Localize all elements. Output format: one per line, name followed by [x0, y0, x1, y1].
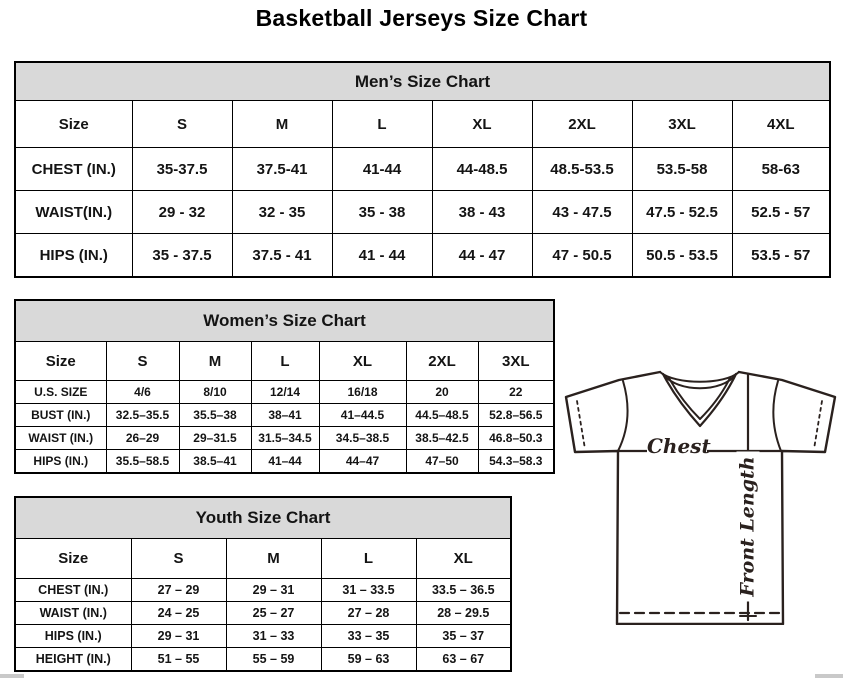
value-cell: 51 – 55 [131, 648, 226, 672]
value-cell: 41–44 [251, 450, 319, 474]
column-header-cell: M [179, 342, 251, 381]
value-cell: 33 – 35 [321, 625, 416, 648]
value-cell: 37.5-41 [232, 148, 332, 191]
column-header-cell: 2XL [406, 342, 478, 381]
table-row [15, 191, 830, 234]
value-cell: 29 - 32 [132, 191, 232, 234]
value-cell: 46.8–50.3 [478, 427, 554, 450]
value-cell: 35.5–58.5 [106, 450, 179, 474]
value-cell: 38–41 [251, 404, 319, 427]
table-row [15, 381, 554, 404]
value-cell: 47 - 50.5 [532, 234, 632, 278]
value-cell: 58-63 [732, 148, 830, 191]
row-label-cell: HIPS (IN.) [15, 450, 106, 474]
value-cell: 33.5 – 36.5 [416, 579, 511, 602]
value-cell: 31.5–34.5 [251, 427, 319, 450]
value-cell: 25 – 27 [226, 602, 321, 625]
value-cell: 4/6 [106, 381, 179, 404]
value-cell: 52.5 - 57 [732, 191, 830, 234]
value-cell: 12/14 [251, 381, 319, 404]
value-cell: 27 – 28 [321, 602, 416, 625]
row-label-cell: CHEST (IN.) [15, 148, 132, 191]
value-cell: 31 – 33 [226, 625, 321, 648]
column-header-cell: XL [416, 539, 511, 579]
value-cell: 26–29 [106, 427, 179, 450]
value-cell: 44-48.5 [432, 148, 532, 191]
column-header-cell: S [106, 342, 179, 381]
youth-size-table [14, 496, 512, 672]
jersey-diagram-icon [563, 363, 839, 625]
value-cell: 29–31.5 [179, 427, 251, 450]
value-cell: 53.5-58 [632, 148, 732, 191]
value-cell: 55 – 59 [226, 648, 321, 672]
value-cell: 41 - 44 [332, 234, 432, 278]
row-label-cell: BUST (IN.) [15, 404, 106, 427]
column-header-cell: L [321, 539, 416, 579]
table-row [15, 450, 554, 474]
value-cell: 35 - 37.5 [132, 234, 232, 278]
row-label-cell: HIPS (IN.) [15, 625, 131, 648]
value-cell: 28 – 29.5 [416, 602, 511, 625]
value-cell: 35 - 38 [332, 191, 432, 234]
value-cell: 43 - 47.5 [532, 191, 632, 234]
column-header-cell: M [232, 101, 332, 148]
youth-chart-title: Youth Size Chart [15, 497, 511, 539]
womens-chart-title: Women’s Size Chart [15, 300, 554, 342]
value-cell: 31 – 33.5 [321, 579, 416, 602]
value-cell: 52.8–56.5 [478, 404, 554, 427]
value-cell: 47–50 [406, 450, 478, 474]
column-header-row [15, 342, 554, 381]
value-cell: 63 – 67 [416, 648, 511, 672]
value-cell: 29 – 31 [226, 579, 321, 602]
front-length-measurement-label: Front Length [737, 452, 760, 602]
value-cell: 16/18 [319, 381, 406, 404]
mens-chart-title: Men’s Size Chart [15, 62, 830, 101]
column-header-cell: Size [15, 101, 132, 148]
value-cell: 59 – 63 [321, 648, 416, 672]
row-label-cell: WAIST (IN.) [15, 427, 106, 450]
value-cell: 22 [478, 381, 554, 404]
chest-measurement-label: Chest [647, 434, 711, 458]
value-cell: 41–44.5 [319, 404, 406, 427]
womens-size-table [14, 299, 555, 474]
value-cell: 35 – 37 [416, 625, 511, 648]
value-cell: 38 - 43 [432, 191, 532, 234]
value-cell: 35-37.5 [132, 148, 232, 191]
value-cell: 50.5 - 53.5 [632, 234, 732, 278]
value-cell: 35.5–38 [179, 404, 251, 427]
column-header-cell: M [226, 539, 321, 579]
column-header-cell: Size [15, 539, 131, 579]
value-cell: 41-44 [332, 148, 432, 191]
column-header-cell: 4XL [732, 101, 830, 148]
mens-size-table [14, 61, 831, 278]
value-cell: 44–47 [319, 450, 406, 474]
value-cell: 47.5 - 52.5 [632, 191, 732, 234]
value-cell: 29 – 31 [131, 625, 226, 648]
value-cell: 53.5 - 57 [732, 234, 830, 278]
value-cell: 20 [406, 381, 478, 404]
column-header-cell: XL [432, 101, 532, 148]
value-cell: 38.5–41 [179, 450, 251, 474]
value-cell: 38.5–42.5 [406, 427, 478, 450]
horizontal-scrollbar-fragment-left[interactable] [0, 674, 24, 678]
value-cell: 32 - 35 [232, 191, 332, 234]
table-row [15, 625, 511, 648]
column-header-cell: XL [319, 342, 406, 381]
table-row [15, 579, 511, 602]
value-cell: 24 – 25 [131, 602, 226, 625]
horizontal-scrollbar-fragment-right[interactable] [815, 674, 843, 678]
value-cell: 27 – 29 [131, 579, 226, 602]
value-cell: 37.5 - 41 [232, 234, 332, 278]
value-cell: 44 - 47 [432, 234, 532, 278]
table-row [15, 234, 830, 278]
row-label-cell: U.S. SIZE [15, 381, 106, 404]
row-label-cell: HEIGHT (IN.) [15, 648, 131, 672]
column-header-cell: L [251, 342, 319, 381]
column-header-cell: 3XL [632, 101, 732, 148]
table-row [15, 427, 554, 450]
table-row [15, 648, 511, 672]
value-cell: 8/10 [179, 381, 251, 404]
table-row [15, 148, 830, 191]
table-row [15, 404, 554, 427]
column-header-cell: S [131, 539, 226, 579]
value-cell: 32.5–35.5 [106, 404, 179, 427]
column-header-cell: 2XL [532, 101, 632, 148]
column-header-cell: Size [15, 342, 106, 381]
column-header-cell: 3XL [478, 342, 554, 381]
page-title: Basketball Jerseys Size Chart [255, 5, 588, 31]
row-label-cell: HIPS (IN.) [15, 234, 132, 278]
value-cell: 34.5–38.5 [319, 427, 406, 450]
value-cell: 54.3–58.3 [478, 450, 554, 474]
row-label-cell: WAIST(IN.) [15, 191, 132, 234]
column-header-row [15, 101, 830, 148]
column-header-row [15, 539, 511, 579]
value-cell: 48.5-53.5 [532, 148, 632, 191]
table-row [15, 602, 511, 625]
column-header-cell: L [332, 101, 432, 148]
value-cell: 44.5–48.5 [406, 404, 478, 427]
column-header-cell: S [132, 101, 232, 148]
row-label-cell: WAIST (IN.) [15, 602, 131, 625]
row-label-cell: CHEST (IN.) [15, 579, 131, 602]
